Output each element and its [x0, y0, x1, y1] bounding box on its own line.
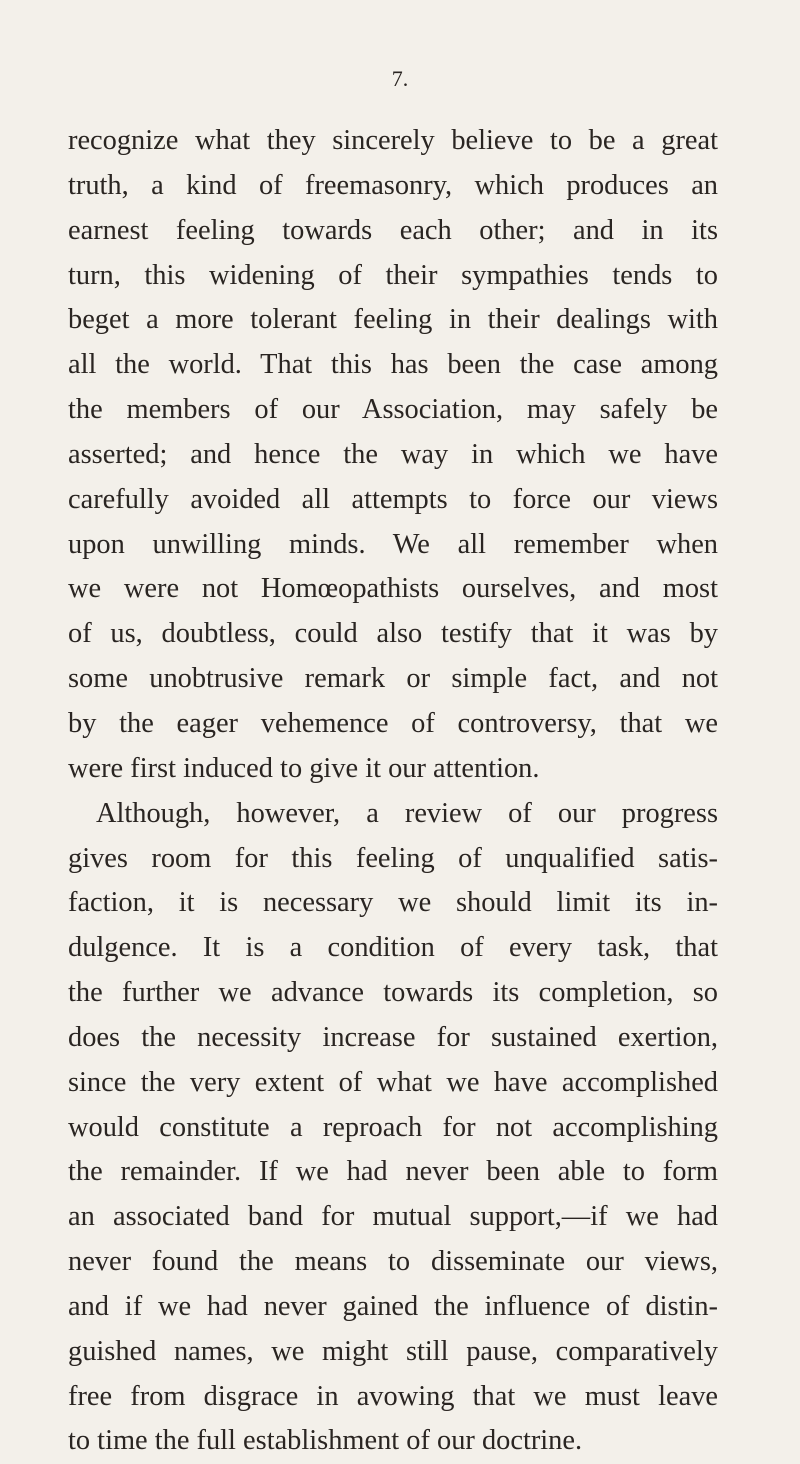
body-text: [68, 119, 718, 1464]
text-line: the members of our Association, may safely be: [68, 394, 718, 426]
text-line: by the eager vehemence of controversy, that we: [68, 707, 718, 739]
text-line: all the world. That this has been the case among: [68, 349, 718, 381]
text-line: recognize what they sincerely believe to be a great: [68, 125, 718, 156]
text-line: the further we advance towards its completion, so: [68, 977, 718, 1009]
text-line: dulgence. It is a condition of every task, that: [68, 932, 718, 964]
text-line: faction, it is necessary we should limit its in-: [68, 887, 718, 919]
text-line: some unobtrusive remark or simple fact, and not: [68, 663, 718, 695]
text-line: turn, this widening of their sympathies tends to: [68, 259, 718, 291]
text-line: Although, however, a review of our progress: [96, 797, 718, 829]
text-line: an associated band for mutual support,—if we had: [68, 1201, 718, 1233]
text-line: to time the full establishment of our doctrine.: [68, 1425, 583, 1457]
text-line: would constitute a reproach for not accomplishing: [68, 1111, 718, 1143]
text-line: does the necessity increase for sustained exertion,: [68, 1021, 718, 1053]
text-line: beget a more tolerant feeling in their dealings with: [68, 304, 718, 336]
text-line: never found the means to disseminate our views,: [68, 1246, 718, 1278]
page-number: 7.: [391, 66, 409, 91]
text-line: truth, a kind of freemasonry, which produces an: [68, 169, 718, 201]
text-line: since the very extent of what we have accomplished: [68, 1066, 718, 1098]
text-line: of us, doubtless, could also testify that it was by: [68, 618, 718, 650]
text-line: free from disgrace in avowing that we must leave: [68, 1380, 718, 1412]
text-line: we were not Homœopathists ourselves, and most: [68, 573, 718, 605]
text-line: the remainder. If we had never been able to form: [68, 1156, 718, 1188]
text-line: earnest feeling towards each other; and in its: [68, 214, 718, 246]
text-line: and if we had never gained the influence of distin-: [68, 1290, 718, 1322]
text-line: guished names, we might still pause, comparatively: [68, 1335, 718, 1367]
text-line: were first induced to give it our attention.: [68, 752, 540, 784]
text-line: upon unwilling minds. We all remember when: [68, 528, 718, 560]
text-line: asserted; and hence the way in which we have: [68, 438, 718, 470]
text-line: gives room for this feeling of unqualified satis-: [68, 842, 718, 874]
text-line: carefully avoided all attempts to force our views: [68, 483, 718, 515]
